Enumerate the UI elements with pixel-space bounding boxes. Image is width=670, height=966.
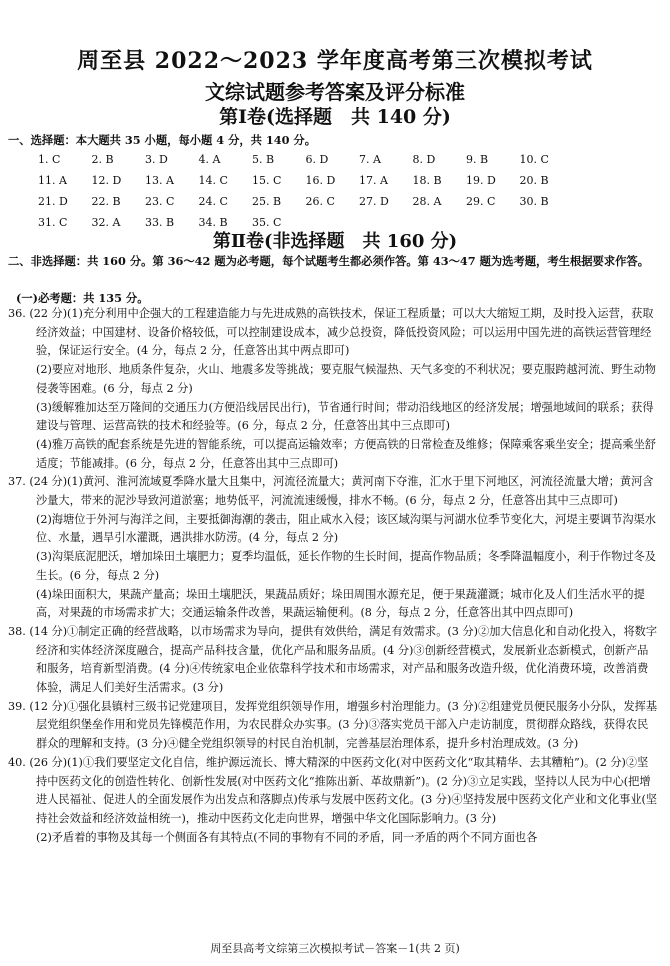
answer-item: 11. A [38, 174, 67, 187]
question-answer-text: 40. (26 分)(1)①我们要坚定文化自信，维护源远流长、博大精深的中医药文化(对中医药文化“取其精华、去其糟粕”)。(2 分)②坚持中医药文化的创造性转化、创新性发展(对中医药文化“推陈出新、革故鼎新”)。(2 分)③立足实践，坚持以人民为中心(把增进人民福祉、促进人的全面发展作为出发点和落脚点)传承与发展中医药文化。(3 分)④坚持发展中医药文化产业和文化事业(坚持社会效益和经济效益相统一)，推动中医药文化走向世界，增强中华文化国际影响力。(3 分) [8, 755, 658, 825]
subquestion-answer-text: (2)矛盾着的事物及其每一个侧面各有其特点(不同的事物有不同的矛盾，同一矛盾的两个不同方面也各 [36, 830, 538, 844]
answer-item: 30. B [519, 195, 549, 208]
subquestion-answer-text: (4)垛田面积大，果蔬产量高；垛田土壤肥沃，果蔬品质好；垛田周围水源充足，便于果蔬灌溉；城市化及人们生活水平的提高，对果蔬的市场需求扩大；交通运输条件改善，果蔬运输便利。(8 分，每点 2 分，任意答出其中四点即可) [36, 587, 645, 620]
answer-item: 12. D [91, 174, 122, 187]
answer-item: 2. B [91, 153, 114, 166]
answer-item: 1. C [38, 153, 61, 166]
answer-item: 16. D [305, 174, 336, 187]
question-block [8, 754, 658, 848]
part1-title: 第Ⅰ卷(选择题 共 140 分) [219, 106, 451, 128]
question-block [8, 623, 658, 698]
subquestion-answer-text: (2)海塘位于外河与海洋之间，主要抵御海潮的袭击，阻止咸水入侵；该区域沟渠与河湖水位季节变化大，河堤主要调节沟渠水位、水量，遇旱引水灌溉，遇洪排水防涝。(4 分，每点 2 分) [36, 512, 656, 545]
section1-intro: 一、选择题：本大题共 35 小题，每小题 4 分，共 140 分。 [8, 133, 316, 147]
subquestion-answer-text: (4)雅万高铁的配套系统是先进的智能系统，可以提高运输效率；方便高铁的日常检查及维修；保障乘客乘坐安全；提高乘坐舒适度；节能减排。(6 分，每点 2 分，任意答出其中三点即可) [36, 437, 656, 470]
section2-intro: 二、非选择题：共 160 分。第 36～42 题为必考题，每个试题考生都必须作答。第 43～47 题为选考题，考生根据要求作答。 [8, 254, 650, 268]
answer-item: 26. C [305, 195, 335, 208]
answer-item: 9. B [466, 153, 489, 166]
questions-body [8, 305, 658, 847]
answer-item: 23. C [145, 195, 175, 208]
question-answer-text: 38. (14 分)①制定正确的经营战略，以市场需求为导向，提供有效供给，满足有效需求。(3 分)②加大信息化和自动化投入，将数字经济和实体经济深度融合，提高产品科技含量，优化产品和服务品质。(4 分)③创新经营模式，发展新业态新模式，创新产品和服务，培育新型消费。(4 分)④传统家电企业依靠科学技术和市场需求，对产品和服务改造升级，优化消费环境，改善消费体验，满足人们美好生活需求。(3 分) [8, 624, 658, 695]
answer-item: 25. B [252, 195, 282, 208]
answer-key-subtitle: 文综试题参考答案及评分标准 [205, 80, 465, 104]
question-answer-text: 39. (12 分)①强化县镇村三级书记党建项目，发挥党组织领导作用，增强乡村治理能力。(3 分)②组建党员便民服务小分队，发挥基层党组织堡垒作用和党员先锋模范作用，为农民群众办实事。(3 分)③落实党员干部入户走访制度，贯彻群众路线，获得农民群众的理解和支持。(3 分)④健全党组织领导的村民自治机制，完善基层治理体系，提升乡村治理成效。(3 分) [8, 699, 658, 751]
answer-item: 5. B [252, 153, 275, 166]
answer-item: 15. C [252, 174, 282, 187]
answer-item: 14. C [198, 174, 228, 187]
answer-item: 17. A [359, 174, 388, 187]
question-block [8, 473, 658, 623]
answer-item: 22. B [91, 195, 121, 208]
answer-item: 21. D [38, 195, 68, 208]
answer-item: 28. A [412, 195, 442, 208]
answer-item: 3. D [145, 153, 168, 166]
answer-item: 8. D [412, 153, 436, 166]
page-footer: 周至县高考文综第三次模拟考试－答案－1(共 2 页) [210, 942, 460, 955]
answer-item: 24. C [198, 195, 228, 208]
answer-item: 6. D [305, 153, 329, 166]
question-answer-text: 37. (24 分)(1)黄河、淮河流域夏季降水量大且集中，河流径流量大；黄河南下夺淮，汇水于里下河地区，河流径流量大增；黄河含沙量大，带来的泥沙导致河道淤塞；地势低平，河流流速缓慢，排水不畅。(6 分，每点 2 分，任意答出其中三点即可) [8, 475, 654, 508]
answer-item: 4. A [198, 153, 221, 166]
answer-item: 27. D [359, 195, 389, 208]
answer-item: 31. C [38, 216, 68, 229]
answer-item: 19. D [466, 174, 496, 187]
answer-item: 18. B [412, 174, 442, 187]
required-questions-heading: (一)必考题：共 135 分。 [16, 291, 149, 305]
answer-item: 20. B [519, 174, 549, 187]
answer-item: 13. A [145, 174, 174, 187]
question-block [8, 305, 658, 473]
answer-item: 34. B [198, 216, 228, 229]
subquestion-answer-text: (3)缓解雅加达至万隆间的交通压力(方便沿线居民出行)，节省通行时间；带动沿线地区的经济发展；增强地域间的联系；获得建设与管理、运营高铁的技术和经验等。(6 分，每点 2 分，任意答出其中三点即可) [36, 400, 654, 433]
choice-answer-grid [38, 150, 618, 232]
answer-item: 33. B [145, 216, 175, 229]
part2-title: 第Ⅱ卷(非选择题 共 160 分) [212, 231, 458, 252]
exam-title: 周至县 2022～2023 学年度高考第三次模拟考试 [77, 48, 593, 74]
subquestion-answer-text: (2)要应对地形、地质条件复杂，火山、地震多发等挑战；要克服气候湿热、天气多变的不利状况；要克服跨越河流、野生动物侵袭等困难。(6 分，每点 2 分) [36, 363, 656, 395]
answer-item: 7. A [359, 153, 381, 166]
answer-item: 32. A [91, 216, 121, 229]
answer-item: 10. C [519, 153, 549, 166]
subquestion-answer-text: (3)沟渠底泥肥沃，增加垛田土壤肥力；夏季均温低，延长作物的生长时间，提高作物品质；冬季降温幅度小，利于作物过冬及生长。(6 分，每点 2 分) [36, 550, 656, 582]
question-answer-text: 36. (22 分)(1)充分利用中企强大的工程建造能力与先进成熟的高铁技术，保证工程质量；可以大大缩短工期，及时投入运营，获取经济效益；中国建材、设备价格较低，可以控制建设成本，减少总投资，降低投资风险；可以运用中国先进的高铁运营管理经验，保证运行安全。(4 分，每点 2 分，任意答出其中两点即可) [8, 307, 654, 358]
question-block [8, 698, 658, 754]
answer-item: 35. C [252, 216, 282, 229]
answer-item: 29. C [466, 195, 496, 208]
